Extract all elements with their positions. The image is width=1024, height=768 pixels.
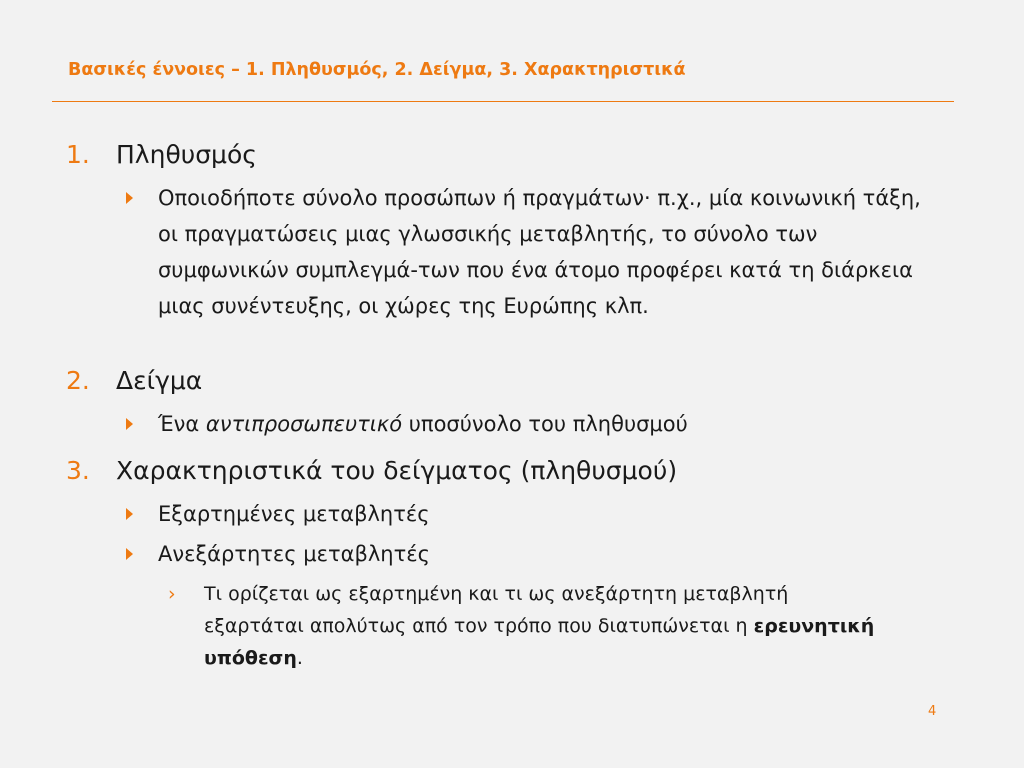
bullet-arrow-icon — [126, 192, 133, 204]
bullet-text — [158, 406, 926, 442]
list-item-3 — [66, 454, 677, 488]
title-divider — [52, 101, 954, 102]
bullet-sample-definition — [126, 406, 926, 442]
list-heading: Πληθυσμός — [116, 140, 257, 169]
bullet-text-end: υποσύνολο του πληθυσμού — [402, 412, 688, 436]
list-item-2 — [66, 364, 202, 398]
list-number: 3. — [66, 456, 90, 485]
bullet-arrow-icon — [126, 418, 133, 430]
list-number: 1. — [66, 140, 90, 169]
bullet-population-definition — [126, 180, 926, 324]
sub-bullet-hypothesis — [168, 578, 888, 674]
bullet-text-italic: αντιπροσωπευτικό — [205, 412, 403, 436]
bullet-text: Ανεξάρτητες μεταβλητές — [158, 542, 430, 566]
list-item-1 — [66, 138, 257, 172]
bullet-arrow-icon — [126, 548, 133, 560]
list-number: 2. — [66, 366, 90, 395]
bullet-independent-variables — [126, 536, 926, 572]
sub-bullet-text-bold: ερευνητική υπόθεση — [204, 615, 875, 669]
page-number: 4 — [928, 704, 937, 719]
bullet-text: Εξαρτημένες μεταβλητές — [158, 502, 430, 526]
chevron-right-icon: › — [168, 583, 176, 605]
bullet-arrow-icon — [126, 508, 133, 520]
sub-bullet-text — [204, 578, 888, 674]
bullet-text: Οποιοδήποτε σύνολο προσώπων ή πραγμάτων· π.χ., μία κοινωνική τάξη, οι πραγματώσεις μιας γλωσσικής μεταβλητής, το σύνολο των συμφωνικών συμπλεγμά-των που ένα άτομο προφέρει κατά τη διάρκεια μιας συνέντευξης, οι χώρες της Ευρώπης κλπ. — [158, 186, 921, 318]
sub-bullet-text-end: . — [296, 647, 303, 669]
list-heading: Χαρακτηριστικά του δείγματος (πληθυσμού) — [116, 456, 678, 485]
sub-bullet-text-start: Τι ορίζεται ως εξαρτημένη και τι ως ανεξάρτητη μεταβλητή εξαρτάται απολύτως από τον τρόπο που διατυπώνεται η — [204, 583, 789, 637]
bullet-text-start: Ένα — [158, 412, 206, 436]
bullet-dependent-variables — [126, 496, 926, 532]
list-heading: Δείγμα — [116, 366, 203, 395]
slide-title: Βασικές έννοιες – 1. Πληθυσμός, 2. Δείγμα, 3. Χαρακτηριστικά — [68, 60, 686, 80]
